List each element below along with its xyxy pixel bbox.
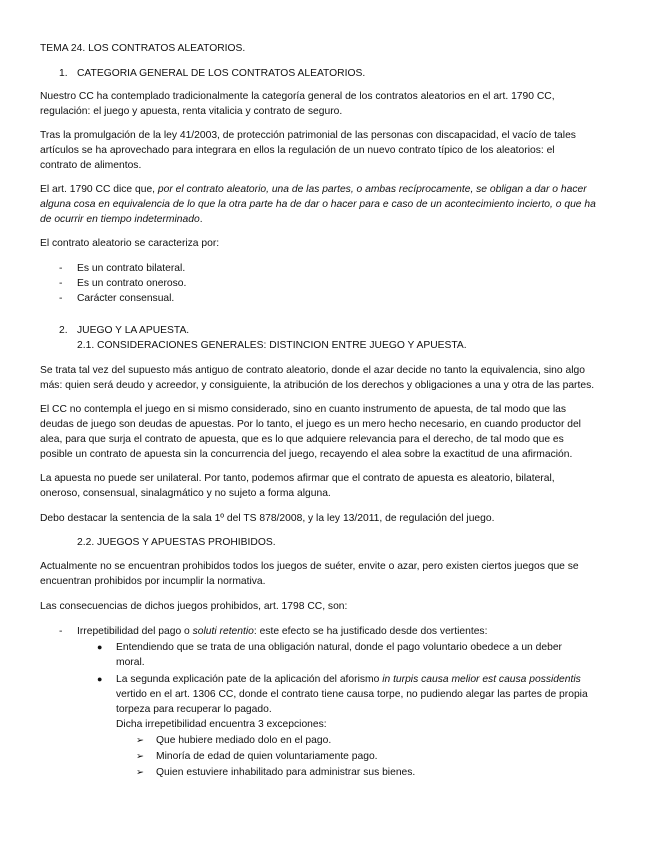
- dash-marker: -: [59, 278, 63, 289]
- section-2-heading-text: JUEGO Y LA APUESTA.: [77, 325, 190, 336]
- dash-marker: -: [59, 626, 63, 637]
- paragraph-line: [40, 182, 587, 197]
- paragraph-line: deudas de juego son deudas de apuestas. Por lo tanto, el juego es un mero hecho necesario, en cuando productor del: [40, 419, 581, 430]
- paragraph-line: regulación: el juego y apuesta, renta vitalicia y contrato de seguro.: [40, 106, 343, 117]
- latin-aphorism: in turpis causa melior est causa possidentis: [382, 674, 581, 685]
- section-2-heading: [59, 323, 189, 338]
- section-2-number: 2.: [59, 325, 68, 336]
- bullet-marker: ●: [97, 642, 103, 652]
- latin-term: soluti retentio: [192, 626, 254, 637]
- list-item-text: Es un contrato bilateral.: [77, 263, 186, 274]
- document-title: TEMA 24. LOS CONTRATOS ALEATORIOS.: [40, 43, 246, 54]
- list-item-text: Carácter consensual.: [77, 293, 175, 304]
- quote-italic: por el contrato aleatorio, una de las partes, o ambas recíprocamente, se obligan a dar o hacer: [157, 184, 587, 195]
- paragraph-line: artículos se ha aprovechado para integrara en ellos la regulación de un nuevo contrato típico de los aleatorios: el: [40, 145, 555, 156]
- text-span: Irrepetibilidad del pago o: [77, 626, 193, 637]
- list-item-text: Que hubiere mediado dolo en el pago.: [156, 735, 332, 746]
- subsection-2-2-heading: 2.2. JUEGOS Y APUESTAS PROHIBIDOS.: [77, 537, 276, 548]
- subsection-2-1-heading: 2.1. CONSIDERACIONES GENERALES: DISTINCION ENTRE JUEGO Y APUESTA.: [77, 340, 467, 351]
- list-item-text: Es un contrato oneroso.: [77, 278, 187, 289]
- paragraph-line: Nuestro CC ha contemplado tradicionalmente la categoría general de los contratos aleatorios en el art. 1790 CC,: [40, 91, 555, 102]
- paragraph-line: [40, 212, 203, 227]
- paragraph-line: encuentran prohibidos por incumplir la normativa.: [40, 576, 266, 587]
- paragraph-line: Las consecuencias de dichos juegos prohibidos, art. 1798 CC, son:: [40, 601, 348, 612]
- bullet-marker: ●: [97, 674, 103, 684]
- section-1-number: 1.: [59, 68, 68, 79]
- paragraph-line: Debo destacar la sentencia de la sala 1º del TS 878/2008, y la ley 13/2011, de regulación del juego.: [40, 513, 495, 524]
- paragraph-line: El contrato aleatorio se caracteriza por:: [40, 238, 220, 249]
- list-item-text: [116, 672, 581, 687]
- list-item-text: moral.: [116, 657, 145, 668]
- arrow-bullet-icon: ➢: [136, 735, 144, 746]
- paragraph-line: La apuesta no puede ser unilateral. Por tanto, podemos afirmar que el contrato de apuesta es aleatorio, bilateral,: [40, 473, 555, 484]
- text-span: .: [199, 214, 203, 225]
- text-span: El art. 1790 CC dice que,: [40, 184, 158, 195]
- quote-italic: de ocurrir en tiempo indeterminado: [40, 214, 200, 225]
- dash-marker: -: [59, 263, 63, 274]
- section-1-heading: [59, 66, 365, 81]
- list-item-text: torpeza para recuperar lo pagado.: [116, 704, 272, 715]
- paragraph-line: oneroso, consensual, sinalagmático y no sujeto a forma alguna.: [40, 488, 331, 499]
- paragraph-line: Actualmente no se encuentran prohibidos todos los juegos de suéter, envite o azar, pero existen ciertos juegos que se: [40, 561, 579, 572]
- paragraph-line: más: quien será deudo y acreedor, y consiguiente, la atribución de los derechos y obligaciones a una y otra de las partes.: [40, 380, 595, 391]
- paragraph-line: Se trata tal vez del supuesto más antiguo de contrato aleatorio, donde el azar decide no tanto la equivalencia, sino algo: [40, 365, 585, 376]
- list-item-text: vertido en el art. 1306 CC, donde el contrato tiene causa torpe, no pudiendo alegar las partes de propia: [116, 689, 588, 700]
- text-span: La segunda explicación pate de la aplicación del aforismo: [116, 674, 383, 685]
- paragraph-line: contrato de alimentos.: [40, 160, 142, 171]
- section-1-heading-text: CATEGORIA GENERAL DE LOS CONTRATOS ALEATORIOS.: [77, 68, 366, 79]
- list-item-text: Dicha irrepetibilidad encuentra 3 excepciones:: [116, 719, 327, 730]
- arrow-bullet-icon: ➢: [136, 751, 144, 762]
- list-item-text: Entendiendo que se trata de una obligación natural, donde el pago voluntario obedece a un deber: [116, 642, 562, 653]
- arrow-bullet-icon: ➢: [136, 767, 144, 778]
- dash-marker: -: [59, 293, 63, 304]
- paragraph-line: posible un contrato de apuesta sin la concurrencia del juego, recayendo el alea sobre la exactitud de una afirmación.: [40, 449, 573, 460]
- list-item-text: Minoría de edad de quien voluntariamente pago.: [156, 751, 378, 762]
- text-span: : este efecto se ha justificado desde dos vertientes:: [253, 626, 488, 637]
- paragraph-line: Tras la promulgación de la ley 41/2003, de protección patrimonial de las personas con discapacidad, el vacío de tales: [40, 130, 576, 141]
- list-item-text: Quien estuviere inhabilitado para administrar sus bienes.: [156, 767, 416, 778]
- paragraph-line: alea, para que surja el contrato de apuesta, que es lo que adquiere relevancia para el derecho, de tal modo que es: [40, 434, 564, 445]
- quote-italic: alguna cosa en equivalencia de lo que la otra parte ha de dar o hacer para e caso de un acontecimiento incierto, o que ha: [40, 199, 596, 210]
- list-item-text: [77, 624, 487, 639]
- paragraph-line: El CC no contempla el juego en si mismo considerado, sino en cuanto instrumento de apuesta, de tal modo que las: [40, 404, 567, 415]
